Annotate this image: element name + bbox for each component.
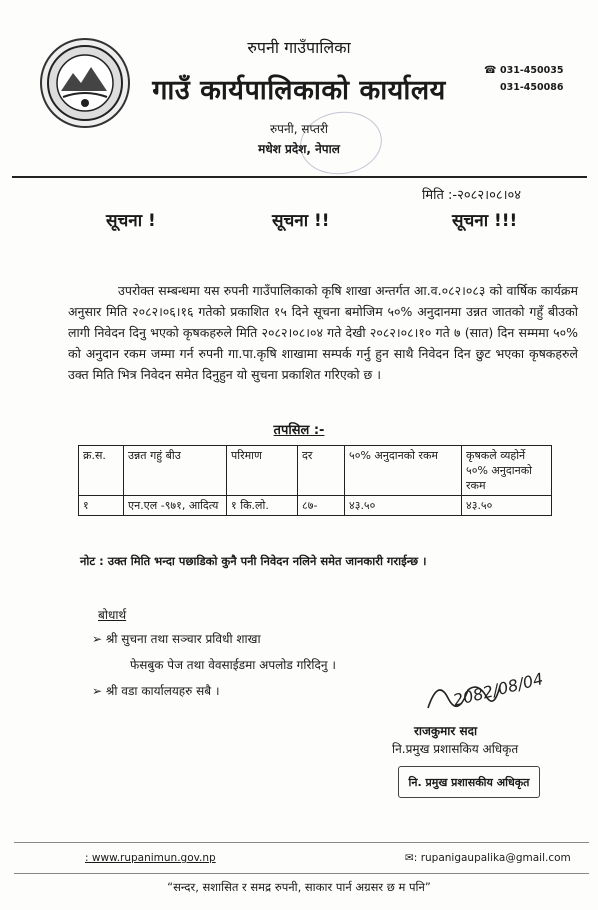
notice-heading (272, 208, 330, 231)
table-row (79, 496, 552, 516)
footer-motto: “सन्दर, सशासित र समद्र रुपनी, साकार पार्न अग्रसर छ म पनि” (167, 880, 431, 894)
table-header: क्र.स. (79, 446, 124, 496)
footer-website-link[interactable] (85, 852, 216, 864)
notice-exclaim: ! (148, 211, 156, 231)
table-header: कृषकले व्यहोर्ने ५०% अनुदानको रकम (462, 446, 552, 496)
address-line-2: मधेश प्रदेश, नेपाल (258, 142, 340, 156)
signatory-title: नि.प्रमुख प्रशासकिय अधिकृत (392, 742, 519, 756)
table-cell: ४३.५० (462, 496, 552, 516)
table-cell: एन.एल -९७१, आदित्य (124, 496, 227, 516)
mail-icon: ✉: (405, 852, 421, 864)
globe-icon: : (85, 852, 92, 864)
notice-heading (106, 208, 156, 231)
phone-icon: ☎ (484, 65, 497, 76)
footer-website-text: www.rupanimun.gov.np (91, 852, 216, 864)
handwritten-date: 2082/08/04 (451, 669, 546, 710)
details-table (78, 445, 552, 516)
cc-item-line1: श्री सुचना तथा सञ्चार प्रविधी शाखा (105, 632, 261, 646)
signatory-name: राजकुमार सदा (414, 724, 478, 738)
table-header: उन्नत गहुं बीउ (124, 446, 227, 496)
footer-email-text: rupanigaupalika@gmail.com (420, 852, 571, 864)
arrow-icon: ➢ (92, 684, 103, 698)
cc-item-line2: फेसबुक पेज तथा वेवसाईडमा अपलोड गरिदिनु । (130, 658, 336, 672)
table-cell: १ कि.लो. (227, 496, 298, 516)
cc-item (92, 630, 261, 647)
notice-exclaim: !!! (494, 211, 518, 231)
phone-number: 031-450086 (500, 82, 564, 93)
notice-word: सूचना (272, 211, 309, 231)
arrow-icon: ➢ (92, 632, 103, 646)
bodharth-title: बोधार्थ (98, 608, 127, 622)
notice-body: उपरोक्त सम्बन्धमा यस रुपनी गाउँपालिकाको कृषि शाखा अन्तर्गत आ.व.०८२।०८३ को वार्षिक कार्यक्रम अनुसार मिति २०८२।०६।१६ गतेको प्रकाशित १५ दिने सूचना बमोजिम ५०% अनुदानमा उन्नत जातको गहुँ बीउको लागी निवेदन दिनु भएको कृषकहरुले मिति २०८२।०८।०४ गते देखी २०८२।०८।१० गते ७ (सात) दिन सम्ममा ५०% को अनुदान रकम जम्मा गर्न रुपनी गा.पा.कृषि शाखामा सम्पर्क गर्नु हुन साथै निवेदन दिन छुट भएका कृषकहरुले उक्त मिति भित्र निवेदन समेत दिनुहुन यो सुचना प्रकाशित गरिएको छ । (68, 283, 578, 382)
notice-date: मिति :-२०८२।०८।०४ (422, 188, 522, 203)
office-title: गाउँ कार्यपालिकाको कार्यालय (152, 75, 446, 106)
table-header: ५०% अनुदानको रकम (345, 446, 462, 496)
footer-email[interactable] (405, 852, 571, 864)
header-divider (12, 176, 587, 178)
table-cell: ४३.५० (345, 496, 462, 516)
table-cell: ८७- (298, 496, 345, 516)
notice-word: सूचना (106, 211, 143, 231)
table-header: दर (298, 446, 345, 496)
table-cell: १ (79, 496, 124, 516)
notice-exclaim: !! (314, 211, 330, 231)
address-line-1: रुपनी, सप्तरी (269, 122, 329, 136)
table-title: तपसिल :- (273, 423, 325, 438)
table-header-row (79, 446, 552, 496)
municipality-name: रुपनी गाउँपालिका (247, 38, 351, 57)
phone-block (484, 62, 564, 96)
notice-word: सूचना (452, 211, 489, 231)
phone-number: 031-450035 (500, 65, 564, 76)
official-stamp: नि. प्रमुख प्रशासकीय अधिकृत (398, 766, 540, 798)
cc-item-line1: श्री वडा कार्यालयहरु सबै । (105, 684, 220, 698)
table-header: परिमाण (227, 446, 298, 496)
cc-item (92, 682, 220, 699)
note-text: नोट : उक्त मिति भन्दा पछाडिको कुनै पनी निवेदन नलिने समेत जानकारी गराईन्छ । (80, 554, 427, 568)
notice-heading (452, 208, 517, 231)
